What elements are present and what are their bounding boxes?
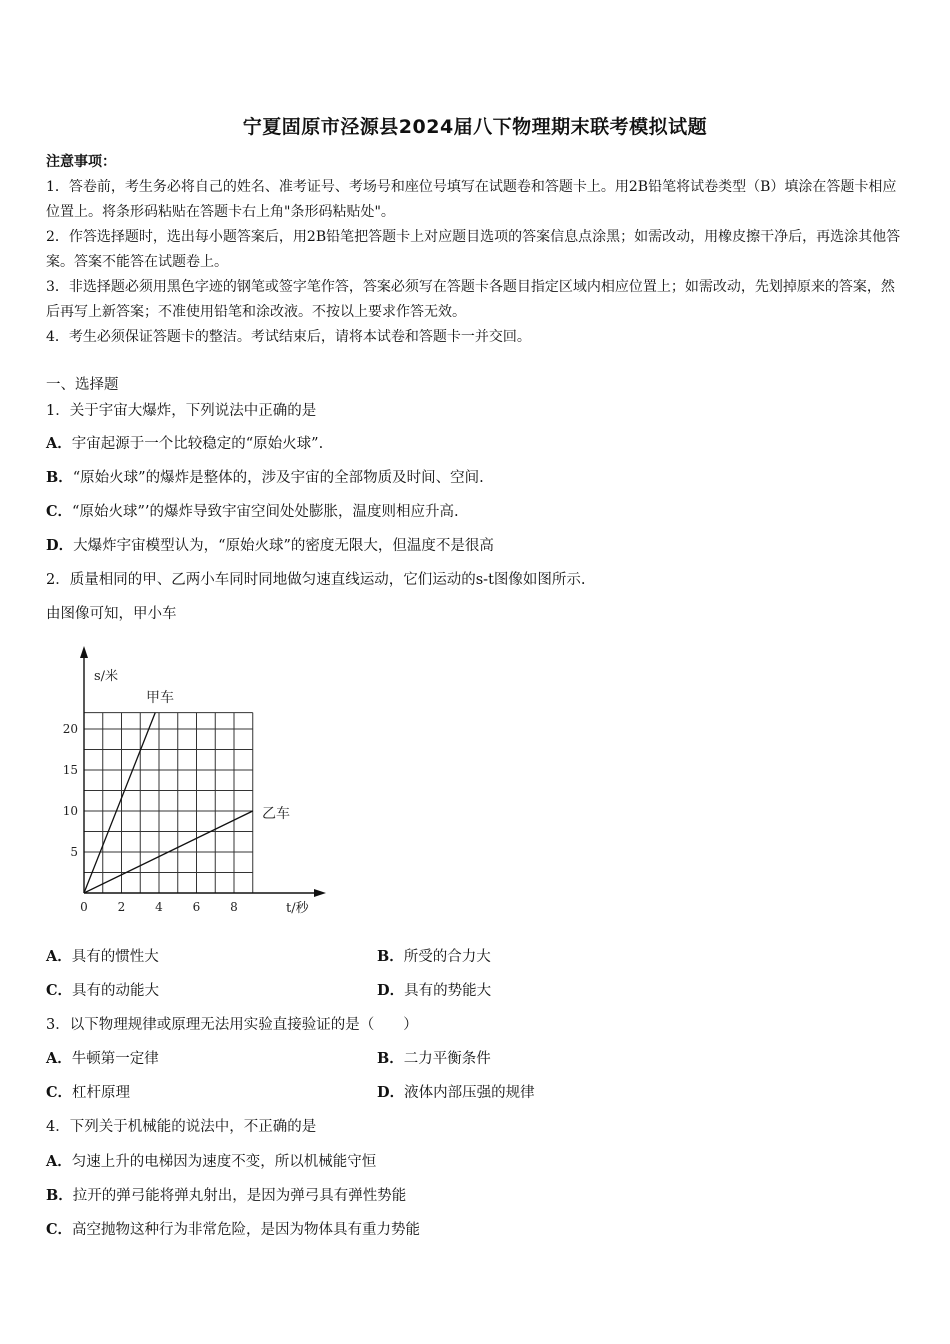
q3-option-b (377, 1049, 491, 1069)
q1-stem: 1．关于宇宙大爆炸，下列说法中正确的是 (46, 403, 317, 419)
q3-option-c (46, 1083, 130, 1103)
notice-item: 2．作答选择题时，选出每小题答案后，用2B铅笔把答题卡上对应题目选项的答案信息点涂黑；如需改动，用橡皮擦干净后，再选涂其他答案。答案不能答在试题卷上。 (46, 229, 901, 270)
q4-stem: 4．下列关于机械能的说法中，不正确的是 (46, 1119, 317, 1135)
q2-option-c (46, 981, 159, 1001)
y-axis-label: s/米 (94, 669, 119, 684)
series-line-0 (84, 713, 155, 893)
q2-option-b (377, 947, 491, 967)
chart-grid (84, 713, 253, 893)
q1-option-d (46, 536, 494, 556)
y-tick-label: 10 (62, 804, 78, 818)
series-label-jia: 甲车 (146, 690, 174, 706)
q4-option-b (46, 1186, 406, 1206)
option-text: 宇宙起源于一个比较稳定的“原始火球”. (71, 436, 324, 452)
option-label: C． (46, 1084, 73, 1101)
x-tick-label: 0 (80, 900, 88, 914)
q3-option-d (377, 1083, 535, 1103)
q4-option-c (46, 1220, 420, 1240)
y-tick-label: 15 (62, 763, 78, 777)
y-tick-label: 5 (70, 845, 78, 859)
q2-stem-continued: 由图像可知，甲小车 (46, 606, 177, 622)
chart-series (84, 713, 253, 893)
option-label: B． (46, 469, 73, 486)
notice-heading: 注意事项： (46, 154, 116, 170)
option-label: A． (46, 1153, 72, 1170)
option-label: D． (46, 537, 74, 554)
y-tick-label: 20 (62, 722, 78, 736)
option-text: 所受的合力大 (403, 949, 491, 965)
option-label: A． (46, 435, 72, 452)
option-text: 牛顿第一定律 (71, 1051, 159, 1067)
option-text: “原始火球”的爆炸是整体的，涉及宇宙的全部物质及时间、空间. (72, 470, 484, 486)
option-text: 具有的势能大 (404, 983, 492, 999)
notice-item: 1．答卷前，考生务必将自己的姓名、准考证号、考场号和座位号填写在试题卷和答题卡上。用2B铅笔将试卷类型（B）填涂在答题卡相应位置上。将条形码粘贴在答题卡右上角"条形码粘贴处"。 (46, 179, 897, 220)
q1-option-a (46, 434, 323, 454)
q3-stem: 3．以下物理规律或原理无法用实验直接验证的是（ ） (46, 1017, 418, 1033)
y-axis-arrow (80, 646, 88, 658)
option-label: B． (46, 1187, 73, 1204)
option-label: D． (377, 1084, 405, 1101)
option-label: A． (46, 948, 72, 965)
option-text: 拉开的弹弓能将弹丸射出，是因为弹弓具有弹性势能 (72, 1188, 407, 1204)
option-text: 匀速上升的电梯因为速度不变，所以机械能守恒 (71, 1154, 377, 1170)
x-tick-label: 2 (117, 900, 126, 914)
x-tick-label: 8 (230, 900, 238, 914)
q1-option-b (46, 468, 484, 488)
q2-option-a (46, 947, 159, 967)
option-label: C． (46, 503, 73, 520)
page-title: 宁夏固原市泾源县2024届八下物理期末联考模拟试题 (242, 116, 708, 138)
option-label: A． (46, 1050, 72, 1067)
option-text: 液体内部压强的规律 (404, 1085, 535, 1101)
q2-option-d (377, 981, 491, 1001)
option-text: 高空抛物这种行为非常危险，是因为物体具有重力势能 (72, 1222, 421, 1238)
chart-labels (63, 668, 310, 916)
q1-option-c (46, 502, 459, 522)
x-tick-label: 4 (155, 900, 163, 914)
q2-stem: 2．质量相同的甲、乙两小车同时同地做匀速直线运动，它们运动的s-t图像如图所示. (46, 572, 586, 588)
notice-block (46, 150, 908, 350)
option-text: “原始火球”’的爆炸导致宇宙空间处处膨胀，温度则相应升高. (72, 504, 459, 520)
option-text: 二力平衡条件 (403, 1051, 491, 1067)
q3-option-a (46, 1049, 159, 1069)
section-title: 一、选择题 (46, 377, 119, 393)
option-text: 具有的动能大 (72, 983, 160, 999)
option-label: D． (377, 982, 405, 999)
x-tick-label: 6 (192, 900, 201, 914)
option-label: B． (377, 948, 404, 965)
option-text: 大爆炸宇宙模型认为，“原始火球”的密度无限大，但温度不是很高 (73, 538, 494, 554)
notice-item: 3．非选择题必须用黑色字迹的钢笔或签字笔作答，答案必须写在答题卡各题目指定区域内相应位置上；如需改动，先划掉原来的答案，然后再写上新答案；不准使用铅笔和涂改液。不按以上要求作答无效。 (46, 279, 895, 320)
x-axis-label: t/秒 (286, 901, 309, 916)
option-label: C． (46, 1221, 73, 1238)
x-axis-arrow (314, 889, 326, 897)
q4-option-a (46, 1152, 376, 1172)
option-label: C． (46, 982, 73, 999)
series-label-yi: 乙车 (262, 806, 290, 822)
option-text: 杠杆原理 (72, 1085, 131, 1101)
option-text: 具有的惯性大 (71, 949, 159, 965)
st-graph (60, 640, 340, 925)
notice-item: 4．考生必须保证答题卡的整洁。考试结束后，请将本试卷和答题卡一并交回。 (46, 329, 531, 345)
option-label: B． (377, 1050, 404, 1067)
